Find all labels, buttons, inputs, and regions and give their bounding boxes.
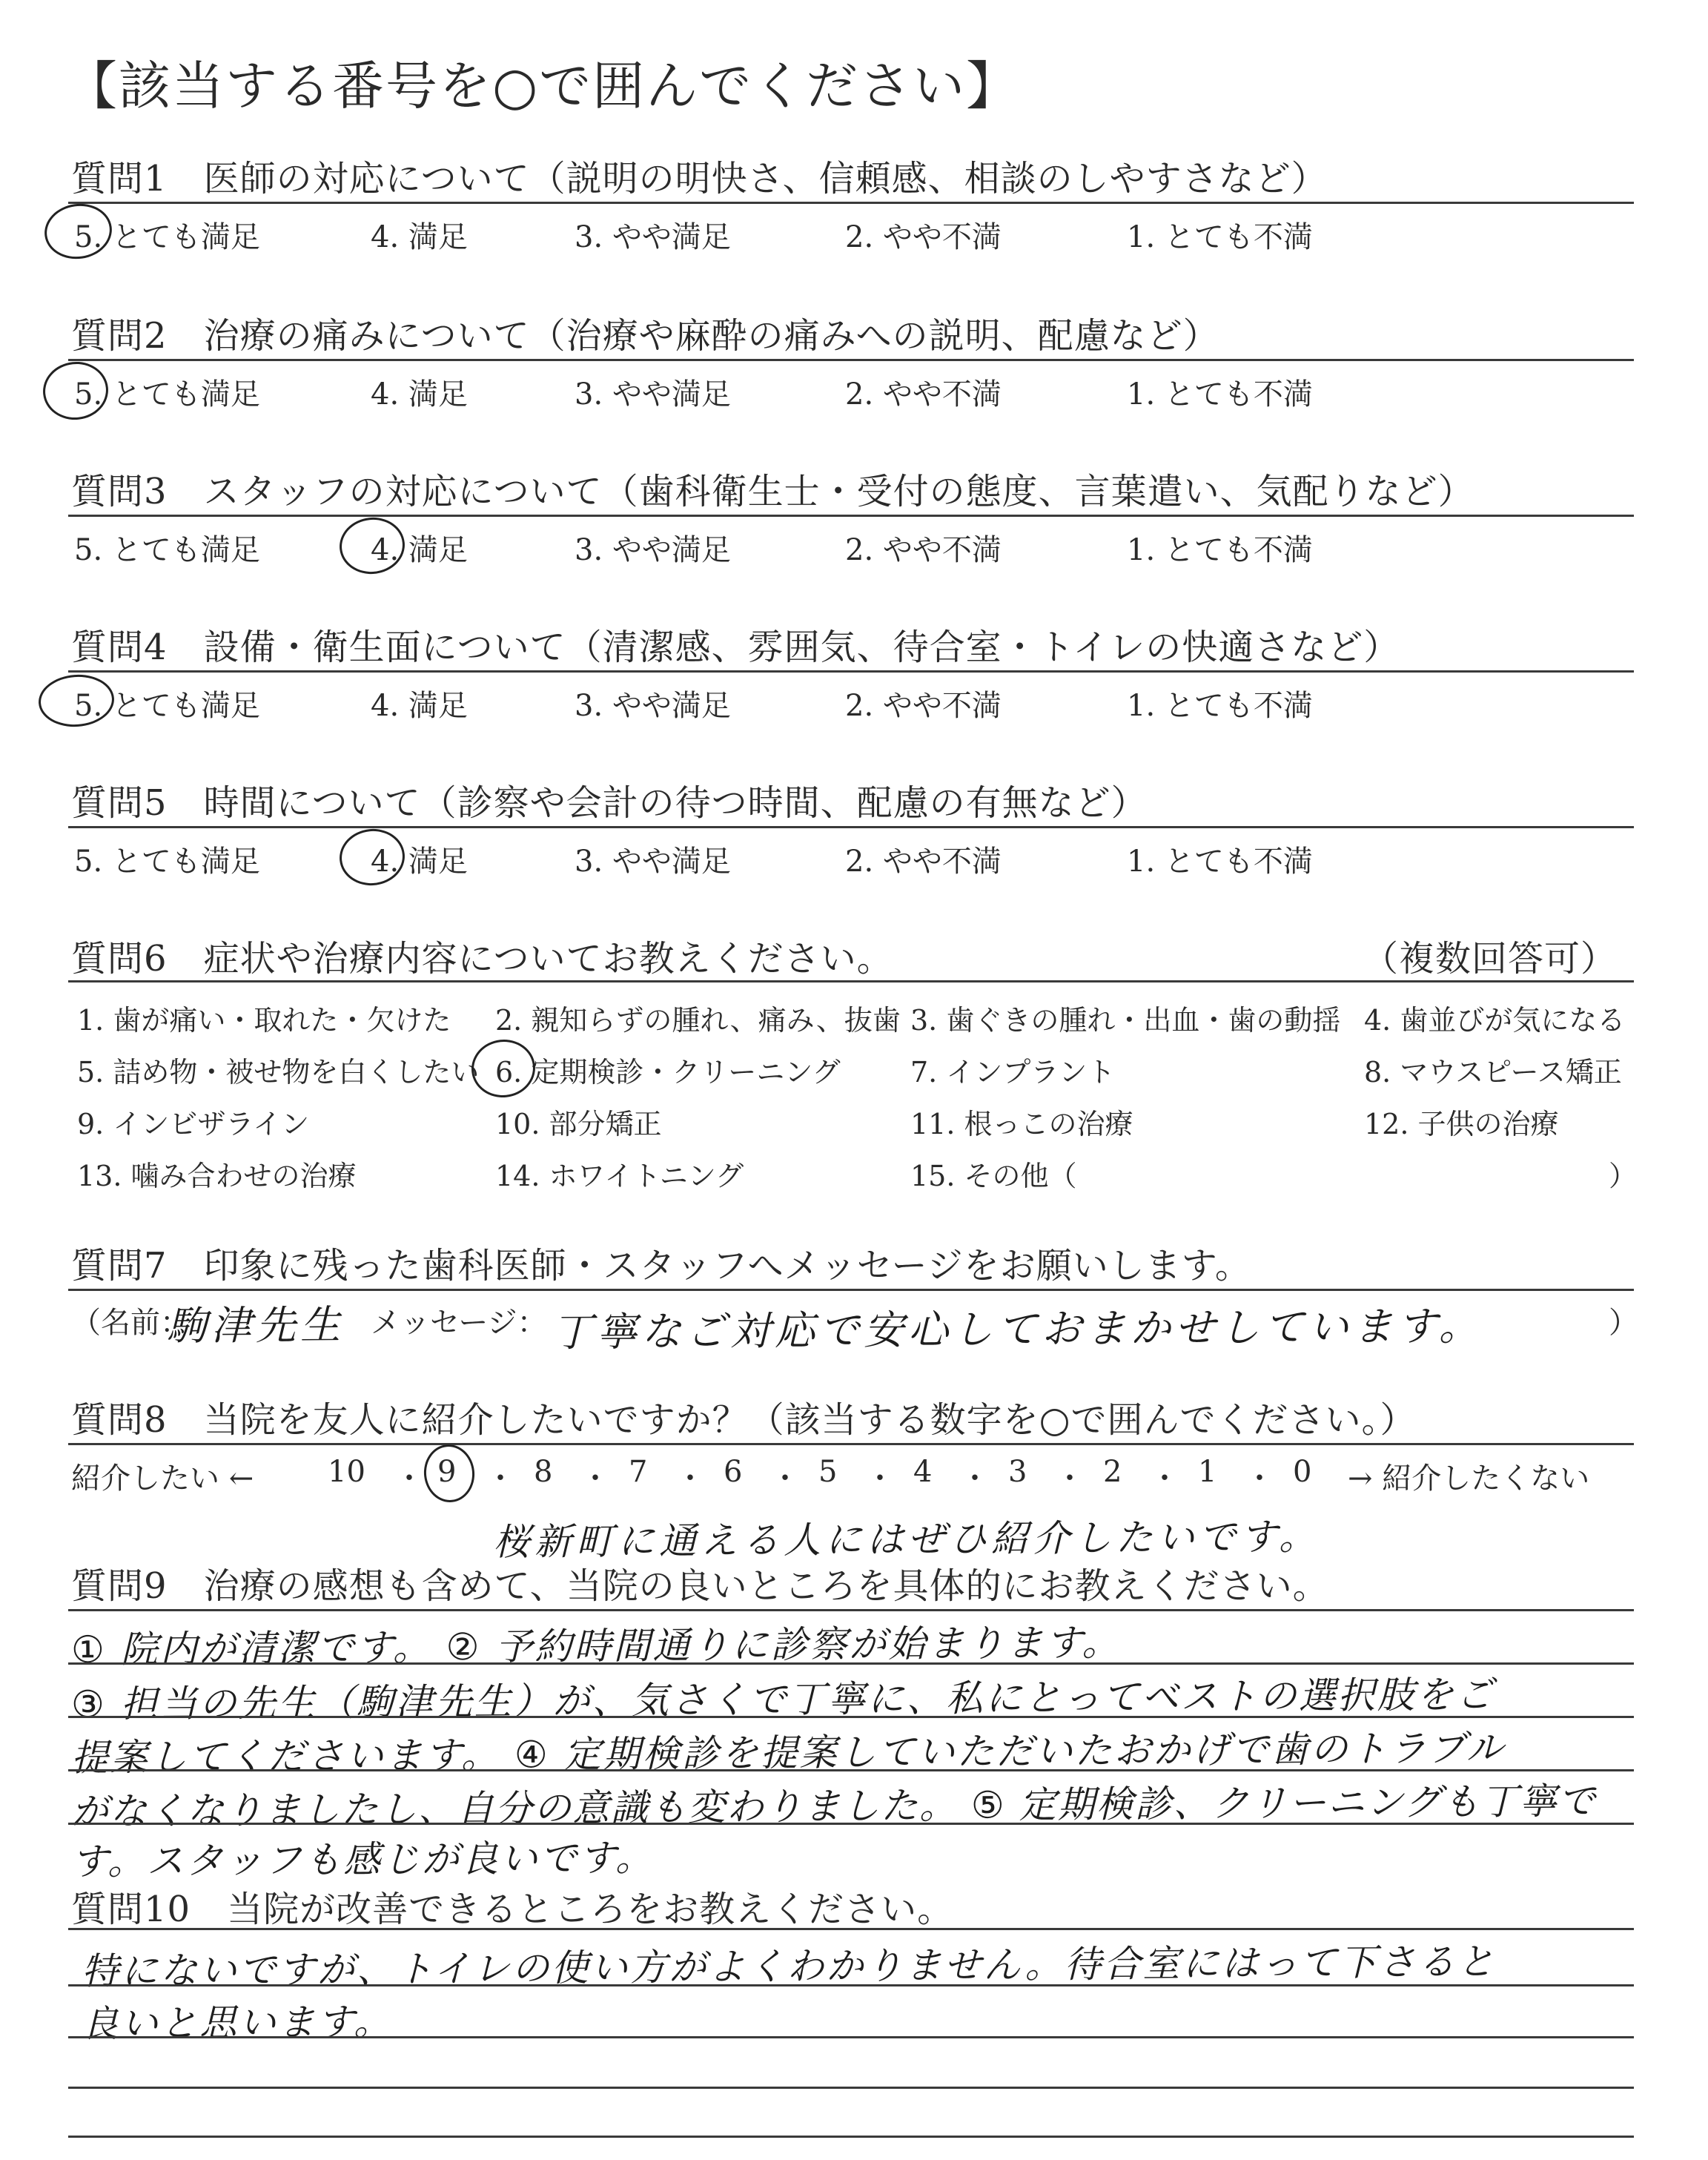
q10-answer-line[interactable]: 良いと思います。: [81, 2000, 394, 2046]
q8-scale-7[interactable]: 7: [629, 1455, 648, 1489]
q3-option-2[interactable]: 2. やや不満: [845, 533, 1002, 567]
q6-item-7[interactable]: 7. インプラント: [910, 1056, 1116, 1089]
q9-rule: [68, 1662, 1634, 1665]
q8-scale-2[interactable]: 2: [1103, 1455, 1122, 1489]
q8-scale-dot: ・: [486, 1462, 515, 1496]
q6-item-10[interactable]: 10. 部分矯正: [495, 1108, 662, 1140]
q8-scale-4[interactable]: 4: [913, 1455, 933, 1489]
q8-scale-10[interactable]: 10: [328, 1455, 365, 1489]
q7-label: 質問7: [71, 1245, 168, 1287]
q1-text: 医師の対応について（説明の明快さ、信頼感、相談のしやすさなど）: [203, 158, 1328, 199]
q4-option-4[interactable]: 4. 満足: [371, 689, 468, 723]
q8-scale-3[interactable]: 3: [1008, 1455, 1027, 1489]
q2-option-1[interactable]: 1. とても不満: [1127, 377, 1313, 412]
q3-rule: [68, 515, 1634, 517]
q8-scale-6[interactable]: 6: [724, 1455, 743, 1489]
q3-label: 質問3: [71, 471, 168, 512]
q1-option-5[interactable]: 5. とても満足: [74, 220, 260, 254]
q8-scale-dot: ・: [580, 1462, 610, 1496]
q8-scale-8[interactable]: 8: [534, 1455, 553, 1489]
q4-option-2[interactable]: 2. やや不満: [845, 689, 1002, 723]
page-title: 【該当する番号を○で囲んでください】: [65, 56, 1020, 116]
q2-label: 質問2: [71, 315, 168, 357]
q6-item-11[interactable]: 11. 根っこの治療: [910, 1108, 1133, 1140]
q6-item-3[interactable]: 3. 歯ぐきの腫れ・出血・歯の動揺: [910, 1004, 1341, 1037]
q4-heading: [71, 618, 1400, 670]
q3-option-1[interactable]: 1. とても不満: [1127, 533, 1313, 567]
q8-comment[interactable]: 桜新町に通える人にはぜひ紹介したいです。: [492, 1515, 1321, 1564]
q2-option-2[interactable]: 2. やや不満: [845, 377, 1002, 412]
q8-right-label: → 紹介したくない: [1348, 1462, 1590, 1496]
q6-item-4[interactable]: 4. 歯並びが気になる: [1364, 1004, 1626, 1037]
q6-item-2[interactable]: 2. 親知らずの腫れ、痛み、抜歯: [495, 1004, 901, 1037]
q6-other-close-paren: ）: [1609, 1160, 1638, 1192]
q2-heading: [71, 307, 1219, 358]
q1-rule: [68, 202, 1634, 204]
q6-rule: [68, 980, 1634, 982]
q8-rule: [68, 1443, 1634, 1445]
q8-heading: [71, 1391, 1416, 1442]
q7-close-paren: ）: [1609, 1306, 1638, 1340]
q6-heading: [71, 930, 893, 981]
q2-option-4[interactable]: 4. 満足: [371, 377, 468, 412]
q9-label: 質問9: [71, 1565, 168, 1607]
q9-rule: [68, 1769, 1634, 1771]
q1-option-4[interactable]: 4. 満足: [371, 220, 468, 254]
q8-scale-dot: ・: [675, 1462, 705, 1496]
q6-item-9[interactable]: 9. インビザライン: [77, 1108, 310, 1140]
q6-item-8[interactable]: 8. マウスピース矯正: [1364, 1056, 1622, 1089]
q7-name-value[interactable]: 駒津先生: [166, 1301, 345, 1350]
q8-scale-dot: ・: [1150, 1462, 1179, 1496]
q8-scale-dot: ・: [865, 1462, 895, 1496]
q7-message-value[interactable]: 丁寧なご対応で安心しておまかせしています。: [552, 1302, 1483, 1356]
q10-rule: [68, 1984, 1634, 1986]
q10-text: 当院が改善できるところをお教えください。: [227, 1889, 954, 1930]
q7-text: 印象に残った歯科医師・スタッフへメッセージをお願いします。: [203, 1245, 1251, 1287]
q7-name-label: （名前：: [71, 1306, 190, 1340]
q9-rule: [68, 1609, 1634, 1611]
q2-text: 治療の痛みについて（治療や麻酔の痛みへの説明、配慮など）: [203, 315, 1219, 357]
q9-answer-line[interactable]: す。スタッフも感じが良いです。: [70, 1836, 655, 1883]
q1-option-1[interactable]: 1. とても不満: [1127, 220, 1313, 254]
q6-item-6[interactable]: 6. 定期検診・クリーニング: [495, 1056, 841, 1089]
q3-heading: [71, 463, 1474, 514]
q4-label: 質問4: [71, 627, 168, 668]
q8-scale-1[interactable]: 1: [1198, 1455, 1217, 1489]
q3-option-4[interactable]: 4. 満足: [371, 533, 468, 567]
q8-scale-dot: ・: [770, 1462, 800, 1496]
q1-label: 質問1: [71, 158, 168, 199]
q2-option-3[interactable]: 3. やや満足: [575, 377, 731, 412]
q6-item-1[interactable]: 1. 歯が痛い・取れた・欠けた: [77, 1004, 451, 1037]
q9-rule: [68, 1823, 1634, 1825]
q8-scale-9[interactable]: 9: [437, 1455, 457, 1489]
q9-heading: [71, 1557, 1329, 1608]
q8-label: 質問8: [71, 1399, 168, 1441]
q5-rule: [68, 826, 1634, 828]
q8-left-label: 紹介したい ←: [71, 1462, 254, 1496]
q10-rule: [68, 2087, 1634, 2089]
q9-answer-line[interactable]: ③ 担当の先生（駒津先生）が、気さくで丁寧に、私にとってベストの選択肢をご: [70, 1673, 1495, 1726]
q6-item-15[interactable]: 15. その他（: [910, 1160, 1077, 1192]
q9-answer-line[interactable]: がなくなりましたし、自分の意識も変わりました。 ⑤ 定期検診、クリーニングも丁寧で: [70, 1779, 1597, 1834]
q8-selection-circle: [421, 1442, 477, 1505]
q8-scale-0[interactable]: 0: [1293, 1455, 1312, 1489]
q5-option-2[interactable]: 2. やや不満: [845, 845, 1002, 879]
q2-selection-circle: [40, 359, 111, 423]
q7-rule: [68, 1289, 1634, 1291]
q4-option-3[interactable]: 3. やや満足: [575, 689, 731, 723]
q6-item-14[interactable]: 14. ホワイトニング: [495, 1160, 744, 1192]
q2-rule: [68, 359, 1634, 361]
q9-answer-line[interactable]: ① 院内が清潔です。 ② 予約時間通りに診察が始まります。: [70, 1621, 1122, 1671]
q8-text: 当院を友人に紹介したいですか？（該当する数字を○で囲んでください。）: [203, 1399, 1417, 1441]
q5-option-5[interactable]: 5. とても満足: [74, 845, 260, 879]
q5-text: 時間について（診察や会計の待つ時間、配慮の有無など）: [203, 782, 1148, 824]
q6-label: 質問6: [71, 938, 168, 980]
q3-option-3[interactable]: 3. やや満足: [575, 533, 731, 567]
q1-option-3[interactable]: 3. やや満足: [575, 220, 731, 254]
q10-rule: [68, 2036, 1634, 2038]
q6-item-5[interactable]: 5. 詰め物・被せ物を白くしたい: [77, 1056, 480, 1089]
q5-label: 質問5: [71, 782, 168, 824]
q2-option-5[interactable]: 5. とても満足: [74, 377, 260, 412]
q8-scale-dot: ・: [1245, 1462, 1274, 1496]
q3-text: スタッフの対応について（歯科衛生士・受付の態度、言葉遣い、気配りなど）: [203, 471, 1474, 512]
q6-note: （複数回答可）: [1363, 938, 1618, 980]
q9-text: 治療の感想も含めて、当院の良いところを具体的にお教えください。: [203, 1565, 1329, 1607]
q6-text: 症状や治療内容についてお教えください。: [203, 938, 893, 980]
q7-message-label: メッセージ：: [371, 1306, 547, 1340]
q4-text: 設備・衛生面について（清潔感、雰囲気、待合室・トイレの快適さなど）: [203, 627, 1400, 668]
q8-scale-dot: ・: [394, 1462, 424, 1496]
q5-option-1[interactable]: 1. とても不満: [1127, 845, 1313, 879]
q10-label: 質問10: [71, 1889, 191, 1930]
q6-item-13[interactable]: 13. 噛み合わせの治療: [77, 1160, 357, 1192]
q8-scale-5[interactable]: 5: [818, 1455, 838, 1489]
q4-rule: [68, 670, 1634, 673]
q10-heading: [71, 1880, 953, 1932]
q8-scale-dot: ・: [960, 1462, 990, 1496]
q10-answer-line[interactable]: 特にないですが、トイレの使い方がよくわかりません。待合室にはって下さると: [81, 1940, 1497, 1993]
q9-answer-line[interactable]: 提案してくださいます。 ④ 定期検診を提案していただいたおかげで歯のトラブル: [70, 1726, 1506, 1780]
q4-option-1[interactable]: 1. とても不満: [1127, 689, 1313, 723]
q7-heading: [71, 1237, 1251, 1288]
q5-option-4[interactable]: 4. 満足: [371, 845, 468, 879]
q3-option-5[interactable]: 5. とても満足: [74, 533, 260, 567]
q10-rule: [68, 2136, 1634, 2138]
q5-option-3[interactable]: 3. やや満足: [575, 845, 731, 879]
q6-item-12[interactable]: 12. 子供の治療: [1364, 1108, 1559, 1140]
q8-scale-dot: ・: [1055, 1462, 1085, 1496]
q10-rule: [68, 1928, 1634, 1930]
q5-heading: [71, 774, 1148, 825]
q6-selection-circle: [469, 1037, 538, 1101]
q1-option-2[interactable]: 2. やや不満: [845, 220, 1002, 254]
q9-rule: [68, 1716, 1634, 1718]
q4-option-5[interactable]: 5. とても満足: [74, 689, 260, 723]
q1-heading: [71, 150, 1328, 201]
